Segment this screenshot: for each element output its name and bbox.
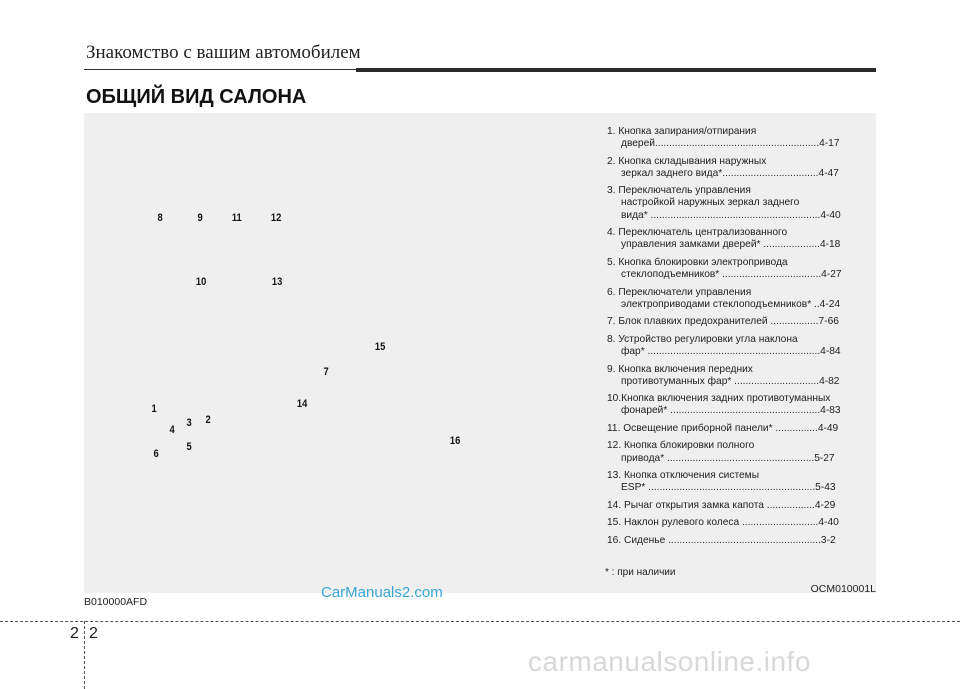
callout-14: 14	[296, 398, 308, 410]
footer-dashed-divider	[84, 621, 85, 689]
legend-line: вида* ............................................................4-40	[621, 209, 841, 221]
legend-item	[607, 287, 852, 311]
callout-7: 7	[323, 366, 329, 378]
section-title: ОБЩИЙ ВИД САЛОНА	[86, 86, 307, 108]
callout-15: 15	[374, 341, 386, 353]
callout-6: 6	[153, 448, 159, 460]
section-code-left: B010000AFD	[84, 596, 148, 608]
callout-16: 16	[449, 435, 461, 447]
legend-line: 15. Наклон рулевого колеса ...........................4-40	[607, 517, 839, 529]
legend-line: управления замками дверей* ....................4-18	[621, 239, 841, 251]
legend-line: зеркал заднего вида*..................................4-47	[621, 167, 839, 179]
legend-item	[607, 316, 852, 328]
legend-line: 9. Кнопка включения передних	[607, 363, 753, 375]
page-header-title: Знакомство с вашим автомобилем	[86, 42, 361, 63]
callout-12: 12	[270, 212, 282, 224]
callout-2: 2	[205, 414, 211, 426]
footnote: * : при наличии	[605, 567, 676, 578]
legend-item	[607, 423, 852, 435]
callout-3: 3	[186, 417, 192, 429]
legend-list	[607, 126, 852, 553]
legend-line: привода* ....................................................5-27	[621, 452, 835, 464]
page-number-chapter: 2	[70, 625, 79, 642]
legend-line: 5. Кнопка блокировки электропривода	[607, 256, 788, 268]
legend-line: 7. Блок плавких предохранителей .................7-66	[607, 316, 839, 328]
legend-item	[607, 535, 852, 547]
legend-line: 3. Переключатель управления	[607, 185, 751, 197]
legend-line: фар* .............................................................4-84	[621, 345, 841, 357]
legend-line: стеклоподъемников* ...................................4-27	[621, 268, 842, 280]
legend-line: 1. Кнопка запирания/отпирания	[607, 126, 757, 137]
legend-line: дверей..........................................................4-17	[621, 138, 840, 150]
legend-line: 4. Переключатель централизованного	[607, 227, 788, 239]
legend-item	[607, 185, 852, 221]
page-number-page: 2	[89, 625, 98, 642]
callout-11: 11	[231, 212, 242, 224]
legend-line: электроприводами стеклоподъемников* ..4-24	[621, 298, 841, 310]
legend-item	[607, 393, 852, 417]
footer-dashed-rule	[0, 621, 960, 622]
legend-line: 12. Кнопка блокировки полного	[607, 440, 755, 452]
callout-4: 4	[169, 424, 175, 436]
legend-line: 8. Устройство регулировки угла наклона	[607, 333, 798, 345]
callout-8: 8	[157, 212, 163, 224]
callout-5: 5	[186, 441, 192, 453]
callout-13: 13	[271, 276, 283, 288]
image-code-right: OCM010001L	[810, 583, 876, 595]
legend-line: настройкой наружных зеркал заднего	[621, 197, 800, 209]
legend-item	[607, 227, 852, 251]
legend-line: противотуманных фар* ..............................4-82	[621, 375, 840, 387]
legend-item	[607, 126, 852, 150]
legend-line: фонарей* .....................................................4-83	[621, 405, 841, 417]
header-rule-accent	[356, 68, 876, 72]
legend-item	[607, 257, 852, 281]
legend-line: 13. Кнопка отключения системы	[607, 470, 760, 482]
legend-line: 10.Кнопка включения задних противотуманных	[607, 393, 831, 405]
legend-line: 14. Рычаг открытия замка капота .................4-29	[607, 499, 836, 511]
callout-10: 10	[195, 276, 207, 288]
legend-item	[607, 517, 852, 529]
callout-9: 9	[197, 212, 203, 224]
legend-item	[607, 364, 852, 388]
legend-item	[607, 500, 852, 512]
watermark-link[interactable]: CarManuals2.com	[321, 584, 443, 601]
watermark-text: carmanualsonline.info	[528, 646, 811, 677]
legend-item	[607, 440, 852, 464]
legend-line: 16. Сиденье ......................................................3-2	[607, 535, 836, 547]
legend-line: 11. Освещение приборной панели* ...............4-49	[607, 422, 839, 434]
callout-1: 1	[151, 403, 157, 415]
legend-line: 6. Переключатели управления	[607, 286, 752, 298]
legend-line: 2. Кнопка складывания наружных	[607, 155, 767, 167]
legend-item	[607, 334, 852, 358]
legend-line: ESP* ...........................................................5-43	[621, 482, 836, 494]
legend-item	[607, 156, 852, 180]
legend-item	[607, 470, 852, 494]
